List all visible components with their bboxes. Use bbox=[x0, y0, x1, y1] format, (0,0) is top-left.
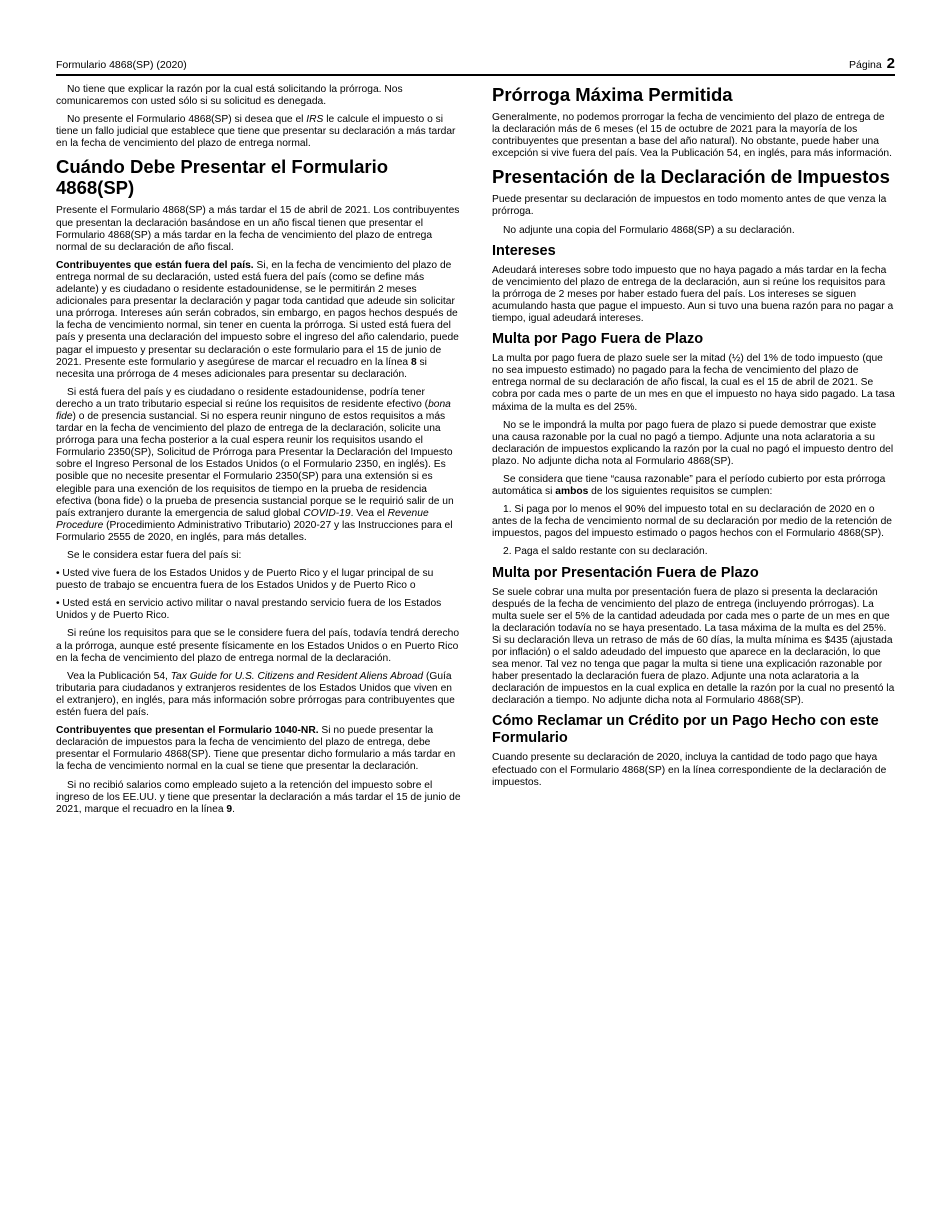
paragraph bbox=[56, 260, 461, 381]
text: ) o de presencia sustancial. Si no espera reunir ninguno de estos requisitos a más tardar en la fecha de vencimiento del plazo de entrega de la declaración, solicite una prórroga para una fecha posterior a la cual espera reunir los requisitos usando el Formulario 2350(SP), Solicitud de Prórroga para Presentar la Declaración del Impuesto sobre el Ingreso Personal de los Estados Unidos (o el Formulario 2350, en inglés). Es posible que no necesite presentar el Formulario 2350(SP) para una extensión si es elegible para una exención de los requisitos de tiempo en la prueba de residencia efectiva (bona fide) o la prueba de presencia sustancial porque se le requirió salir de un país extranjero durante la emergencia de salud global bbox=[56, 410, 454, 519]
numbered-item: 2. Paga el saldo restante con su declaración. bbox=[503, 546, 708, 558]
left-column bbox=[56, 84, 461, 822]
form-title: Formulario 4868(SP) (2020) bbox=[56, 59, 187, 71]
text: de los siguientes requisitos se cumplen: bbox=[588, 486, 773, 498]
text: le calcule el impuesto o si tiene un fallo judicial que establece que tiene que presentar su declaración a más tardar en la fecha de vencimiento del plazo de entrega normal. bbox=[56, 114, 456, 150]
text: . bbox=[232, 803, 235, 815]
subsection-heading: Multa por Pago Fuera de Plazo bbox=[492, 331, 704, 348]
paragraph bbox=[56, 671, 461, 719]
section-heading: Cuándo Debe Presentar el Formulario 4868(SP) bbox=[56, 156, 389, 199]
paragraph: Si reúne los requisitos para que se le considere fuera del país, todavía tendrá derecho a la prórroga, aunque esté presente físicamente en los Estados Unidos o en Puerto Rico en la fecha de vencimiento del plazo de entrega normal de la declaración. bbox=[56, 628, 460, 664]
numbered-item: 1. Si paga por lo menos el 90% del impuesto total en su declaración de 2020 en o antes de la fecha de vencimiento normal de su declaración por medio de la retención de impuestos, pagos del impuesto estimado o pagos hechos con el Formulario 4868(SP). bbox=[492, 504, 892, 540]
run-in-heading: Contribuyentes que están fuera del país. bbox=[56, 259, 254, 271]
text: . Vea el bbox=[350, 507, 388, 519]
paragraph bbox=[492, 474, 895, 498]
text: Si no recibió salarios como empleado sujeto a la retención del impuesto sobre el ingreso de los EE.UU. y tiene que presentar la declaración a más tardar el 15 de junio de 2021, marque el recuadro en la línea bbox=[56, 779, 461, 815]
run-in-heading: Contribuyentes que presentan el Formulario 1040-NR. bbox=[56, 725, 319, 737]
section-heading: Prórroga Máxima Permitida bbox=[492, 84, 733, 105]
text-italic: IRS bbox=[306, 114, 324, 126]
header-rule bbox=[56, 74, 895, 76]
paragraph bbox=[56, 780, 461, 816]
text-italic: COVID-19 bbox=[303, 507, 351, 519]
paragraph bbox=[56, 114, 461, 150]
paragraph: No adjunte una copia del Formulario 4868(SP) a su declaración. bbox=[503, 224, 795, 236]
subsection-heading: Multa por Presentación Fuera de Plazo bbox=[492, 564, 759, 581]
page-header bbox=[56, 55, 895, 75]
text-italic: bona fide bbox=[56, 398, 451, 422]
publication-title: Tax Guide for U.S. Citizens and Resident Aliens Abroad bbox=[170, 670, 424, 682]
page-indicator bbox=[849, 55, 895, 72]
text-italic: Revenue Procedure bbox=[56, 507, 429, 531]
bullet-item: • Usted está en servicio activo militar o naval prestando servicio fuera de los Estados Unidos y de Puerto Rico. bbox=[56, 598, 442, 622]
paragraph: Se suele cobrar una multa por presentación fuera de plazo si presenta la declaración después de la fecha de vencimiento del plazo de entrega (incluyendo prórrogas). La multa suele ser el 5% de la cantidad adeudada por cada mes o parte de un mes en que la declaración todavía no se haya presentado. La tasa máxima de la multa es del 25%. Si su declaración lleva un retraso de más de 60 días, la multa mínima es $435 (ajustada por inflación) o el saldo adeudado del impuesto que aparece en la declaración, lo que sea menor. Tal vez no tenga que pagar la multa si tiene una explicación razonable por haber presentado la declaración fuera de plazo. Adjunte una nota aclaratoria a la declaración de impuestos en la cual explica en detalle la razón por la cual no presentó la declaración a tiempo. No adjunte dicha nota al Formulario 4868(SP). bbox=[492, 586, 895, 707]
paragraph bbox=[56, 725, 461, 773]
text: (Guía tributaria para ciudadanos y extranjeros residentes de los Estados Unidos que viven en el extranjero), en inglés, para más información sobre prórrogas para contribuyentes que estén fuera del país. bbox=[56, 670, 455, 719]
text: Se considera que tiene “causa razonable” para el período cubierto por esta prórroga automática si bbox=[492, 473, 886, 498]
paragraph: Cuando presente su declaración de 2020, incluya la cantidad de todo pago que haya efectuado con el Formulario 4868(SP) en la línea correspondiente de la declaración de impuestos. bbox=[492, 752, 887, 788]
paragraph: Generalmente, no podemos prorrogar la fecha de vencimiento del plazo de entrega de la declaración más de 6 meses (el 15 de octubre de 2021 para la mayoría de los contribuyentes que presentan a base del año natural). No obstante, puede haber una excepción si vive fuera del país. Vea la Publicación 54, en inglés, para más información. bbox=[492, 112, 892, 160]
text: No presente el Formulario 4868(SP) si desea que el bbox=[67, 114, 307, 126]
text-bold: ambos bbox=[555, 486, 589, 498]
text-bold: 9 bbox=[226, 803, 233, 815]
paragraph bbox=[56, 387, 461, 544]
section-heading: Presentación de la Declaración de Impuestos bbox=[492, 166, 890, 188]
text: (Procedimiento Administrativo Tributario) 2020-27 y las Instrucciones para el Formulario 2555 de 2020, en inglés, para más detalles. bbox=[56, 519, 453, 543]
subsection-heading: Intereses bbox=[492, 242, 556, 259]
right-column bbox=[492, 84, 895, 795]
page-number: 2 bbox=[886, 55, 895, 72]
paragraph: No tiene que explicar la razón por la cual está solicitando la prórroga. Nos comunicaremos con usted sólo si su solicitud es denegada. bbox=[56, 84, 403, 108]
paragraph: No se le impondrá la multa por pago fuera de plazo si puede demostrar que existe una causa razonable por la cual no pagó a tiempo. Adjunte una nota aclaratoria a su declaración de impuestos explicando la razón por la cual no pagó el impuesto dentro del plazo. No adjunte dicha nota al Formulario 4868(SP). bbox=[492, 419, 894, 467]
page-label: Página bbox=[849, 59, 882, 71]
paragraph: Presente el Formulario 4868(SP) a más tardar el 15 de abril de 2021. Los contribuyentes que presentan la declaración basándose en un año fiscal tienen que presentar el Formulario 4868(SP) a más tardar en la fecha de vencimiento del plazo de entrega normal de su declaración de año fiscal. bbox=[56, 205, 460, 253]
paragraph: Se le considera estar fuera del país si: bbox=[67, 550, 242, 561]
text: si necesita una prórroga de 4 meses adicionales para presentar su declaración. bbox=[56, 356, 427, 380]
paragraph: Adeudará intereses sobre todo impuesto que no haya pagado a más tardar en la fecha de vencimiento del plazo de entrega de la declaración, aun si reúne los requisitos para la prórroga de 2 meses por haber estado fuera del país. Los intereses se siguen acumulando hasta que pague el impuesto. Aun si tuvo una buena razón para no pagar a tiempo, igual adeudará intereses. bbox=[492, 264, 894, 325]
text: Si, en la fecha de vencimiento del plazo de entrega normal de su declaración, usted está fuera del país (como se define más adelante) y es ciudadano o residente estadounidense, se le permitirán 2 meses adicionales para presentar la declaración y pagar toda cantidad que adeude sin solicitar una prórroga. Intereses aún serán cobrados, sin embargo, en pagos hechos después de la fecha de vencimiento normal, sin tener en cuenta la prórroga. Si usted está fuera del país y presenta una declaración del impuesto sobre el ingreso del año calendario, puede pagar el impuesto y presentar su declaración o este formulario para el 15 de junio de 2021. Presente este formulario y asegúrese de marcar el recuadro en la línea bbox=[56, 259, 459, 368]
text-bold: 8 bbox=[410, 356, 417, 368]
paragraph: La multa por pago fuera de plazo suele ser la mitad (½) del 1% de todo impuesto (que no sea impuesto estimado) no pagado para la fecha de vencimiento del plazo de entrega normal de su declaración de año fiscal, la cual es el 15 de abril de 2021. Se cobra por cada mes o parte de un mes en que el impuesto no haya sido pagado. La tasa máxima de la multa es del 25%. bbox=[492, 353, 895, 413]
text: Si está fuera del país y es ciudadano o residente estadounidense, podría tener derecho a un trato tributario especial si reúne los requisitos de residente efectivo ( bbox=[56, 386, 429, 410]
text: Vea la Publicación 54, bbox=[67, 670, 171, 682]
subsection-heading: Cómo Reclamar un Crédito por un Pago Hecho con este Formulario bbox=[492, 713, 879, 747]
text: Si no puede presentar la declaración de impuestos para la fecha de vencimiento del plazo de entrega, debe presentar el Formulario 4868(SP). Tiene que presentar dicho formulario a más tardar en la fecha de vencimiento normal en la cual se tiene que presentar la declaración. bbox=[56, 725, 456, 773]
paragraph: Puede presentar su declaración de impuestos en todo momento antes de que venza la prórroga. bbox=[492, 194, 887, 218]
bullet-item: • Usted vive fuera de los Estados Unidos y de Puerto Rico y el lugar principal de su puesto de trabajo se encuentra fuera de los Estados Unidos y de Puerto Rico o bbox=[56, 568, 434, 592]
